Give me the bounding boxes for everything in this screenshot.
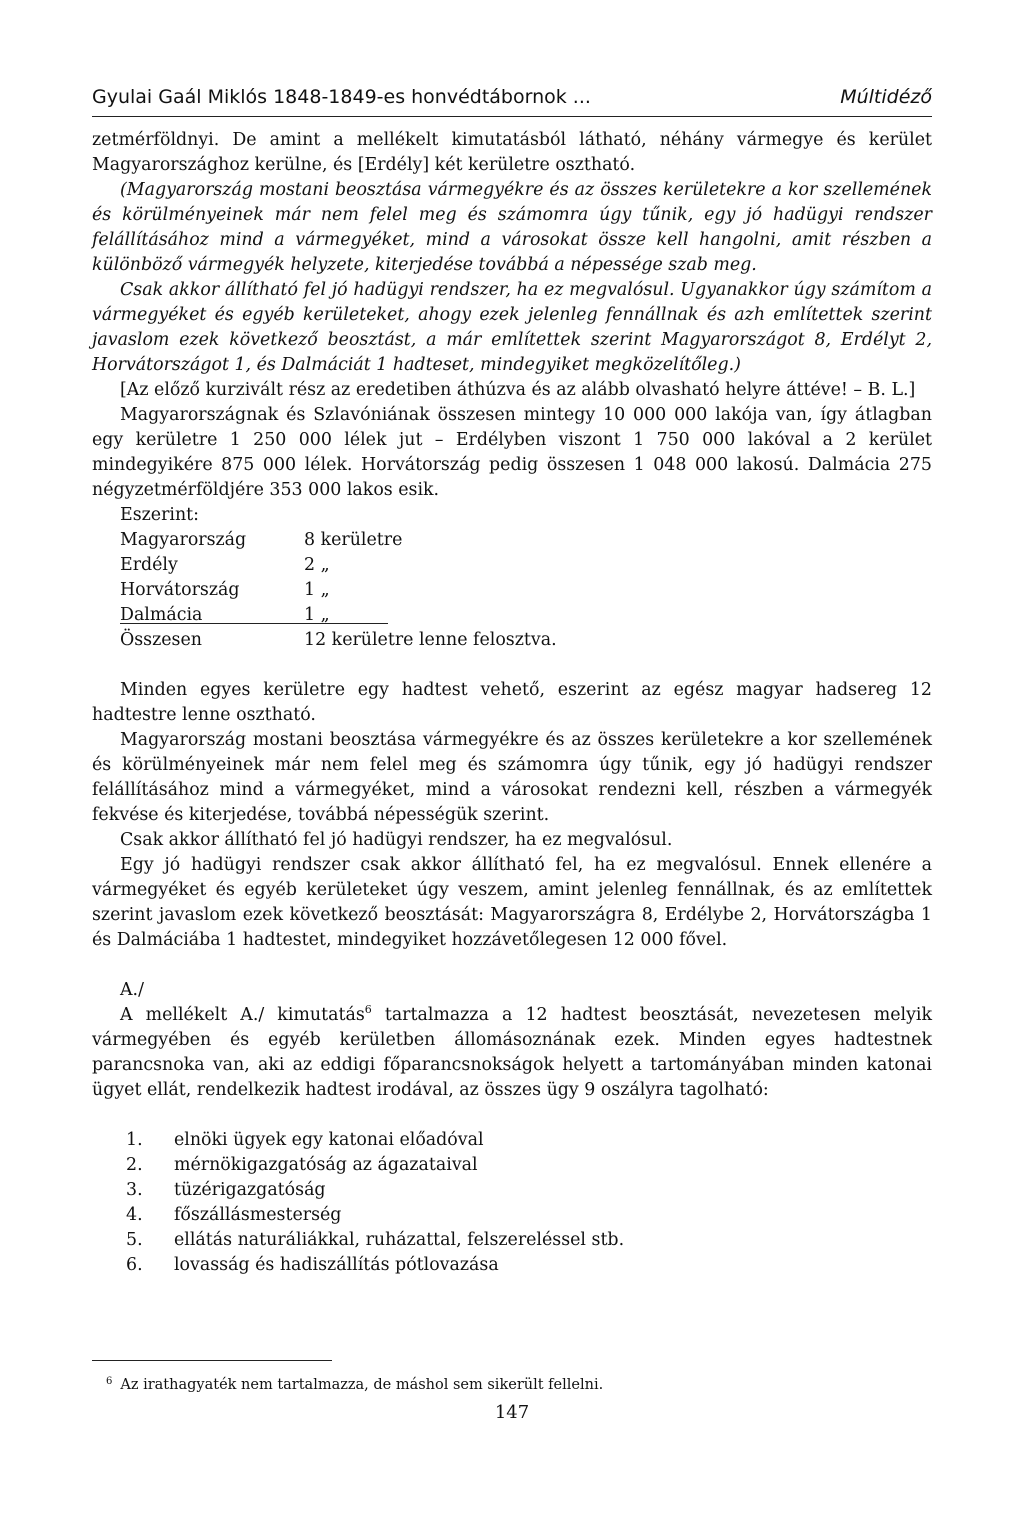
country-cell: Dalmácia	[120, 605, 203, 625]
intro-text: A mellékelt A./ kimutatás	[120, 1005, 365, 1025]
list-number: 5.	[126, 1230, 143, 1250]
list-item	[92, 1178, 932, 1203]
value-cell: 1 „	[304, 605, 330, 625]
paragraph: Minden egyes kerületre egy hadtest vehető, eszerint az egész magyar hadsereg 12 hadtestre lenne osztható.	[92, 680, 932, 725]
page-body	[92, 128, 932, 1278]
value-cell: 8 kerületre	[304, 530, 403, 550]
list-number: 2.	[126, 1155, 143, 1175]
footnote-number: 6	[106, 1376, 113, 1387]
paragraph: Egy jó hadügyi rendszer csak akkor állítható fel, ha ez megvalósul. Ennek ellenére a vármegyéket és egyéb kerületeket úgy veszem, amint jelenleg fennállnak, és az említettek szerint javaslom ezek következő beosztását: Magyarországra 8, Erdélybe 2, Horvátországba 1 és Dalmáciába 1 hadtestet, mindegyiket hozzávetőlegesen 12 000 fővel.	[92, 855, 932, 950]
list-number: 3.	[126, 1180, 143, 1200]
department-list	[92, 1128, 932, 1278]
list-text: főszállásmesterség	[174, 1205, 342, 1225]
table-row	[120, 578, 932, 603]
list-item	[92, 1253, 932, 1278]
district-table	[92, 528, 932, 653]
value-cell: 1 „	[304, 580, 330, 600]
journal-name: Múltidéző	[840, 86, 932, 108]
table-row	[120, 553, 932, 578]
footnote-reference: 6	[364, 1003, 372, 1016]
running-title: Gyulai Gaál Miklós 1848-1849-es honvédtábornok ...	[92, 86, 591, 108]
spacer	[92, 653, 932, 678]
table-total-row	[120, 628, 932, 653]
editor-note: [Az előző kurzivált rész az eredetiben áthúzva és az alább olvasható helyre áttéve! – B. L.]	[120, 380, 916, 400]
list-text: elnöki ügyek egy katonai előadóval	[174, 1130, 484, 1150]
list-text: mérnökigazgatóság az ágazataival	[174, 1155, 478, 1175]
list-item	[92, 1128, 932, 1153]
list-item	[92, 1203, 932, 1228]
spacer	[92, 1103, 932, 1128]
footnote-divider	[92, 1360, 332, 1361]
list-text: ellátás naturáliákkal, ruházattal, felszereléssel stb.	[174, 1230, 625, 1250]
country-cell: Horvátország	[120, 580, 240, 600]
italic-paragraph: (Magyarország mostani beosztása vármegyékre és az összes kerületekre a kor szellemének és körülményeinek már nem felel meg és számomra úgy tűnik, egy jó hadügyi rendszer felállításához mind a vármegyéket, mind a városokat össze kell hangolni, amit részben a különböző vármegyék helyzete, kiterjedése továbbá a népessége szab meg.	[92, 180, 932, 275]
value-cell: 12 kerületre lenne felosztva.	[304, 630, 557, 650]
footnote	[106, 1372, 926, 1395]
country-cell: Összesen	[120, 630, 202, 650]
list-number: 6.	[126, 1255, 143, 1275]
running-header	[92, 84, 932, 117]
paragraph: Eszerint:	[120, 505, 199, 525]
table-row	[120, 603, 932, 628]
spacer	[92, 953, 932, 978]
section-heading: A./	[120, 980, 144, 1000]
paragraph	[92, 1003, 932, 1103]
country-cell: Erdély	[120, 555, 178, 575]
paragraph: zetmérföldnyi. De amint a mellékelt kimutatásból látható, néhány vármegye és kerület Magyarországhoz kerülne, és [Erdély] két kerületre osztható.	[92, 130, 932, 175]
footnote-text: Az irathagyaték nem tartalmazza, de máshol sem sikerült fellelni.	[120, 1377, 604, 1393]
paragraph: Csak akkor állítható fel jó hadügyi rendszer, ha ez megvalósul.	[120, 830, 673, 850]
list-text: lovasság és hadiszállítás pótlovazása	[174, 1255, 499, 1275]
italic-paragraph: Csak akkor állítható fel jó hadügyi rendszer, ha ez megvalósul. Ugyanakkor úgy számítom a vármegyéket és egyéb kerületeket, ahogy ezek jelenleg fennállnak és azh említettek szerint javaslom ezek következő beosztást, a már említettek szerint Magyarországot 8, Erdélyt 2, Horvátországot 1, és Dalmáciát 1 hadteset, mindegyiket megközelítőleg.)	[92, 280, 932, 375]
value-cell: 2 „	[304, 555, 330, 575]
paragraph: Magyarországnak és Szlavóniának összesen mintegy 10 000 000 lakója van, így átlagban egy kerületre 1 250 000 lélek jut – Erdélyben viszont 1 750 000 lakóval a 2 kerület mindegyikére 875 000 lélek. Horvátország pedig összesen 1 048 000 lakosú. Dalmácia 275 négyzetmérföldjére 353 000 lakos esik.	[92, 405, 932, 500]
list-text: tüzérigazgatóság	[174, 1180, 326, 1200]
table-row	[120, 528, 932, 553]
intro-text: tartalmazza a 12 hadtest beosztását, nevezetesen melyik vármegyében és egyéb kerületben állomásoznának ezek. Minden egyes hadtestnek parancsnoka van, aki az eddigi főparancsnokságok helyett a tartományában minden katonai ügyet ellát, rendelkezik hadtest irodával, az összes ügy 9 oszályra tagolható:	[92, 1005, 932, 1100]
list-item	[92, 1228, 932, 1253]
list-number: 1.	[126, 1130, 143, 1150]
paragraph: Magyarország mostani beosztása vármegyékre és az összes kerületekre a kor szellemének és körülményeinek már nem felel meg és számomra úgy tűnik, egy jó hadügyi rendszer felállításához mind a vármegyéket, mind a városokat rendezni kell, részben a vármegyék fekvése és kiterjedése, továbbá népességük szerint.	[92, 730, 932, 825]
list-number: 4.	[126, 1205, 143, 1225]
page-number: 147	[494, 1402, 530, 1423]
list-item	[92, 1153, 932, 1178]
country-cell: Magyarország	[120, 530, 247, 550]
